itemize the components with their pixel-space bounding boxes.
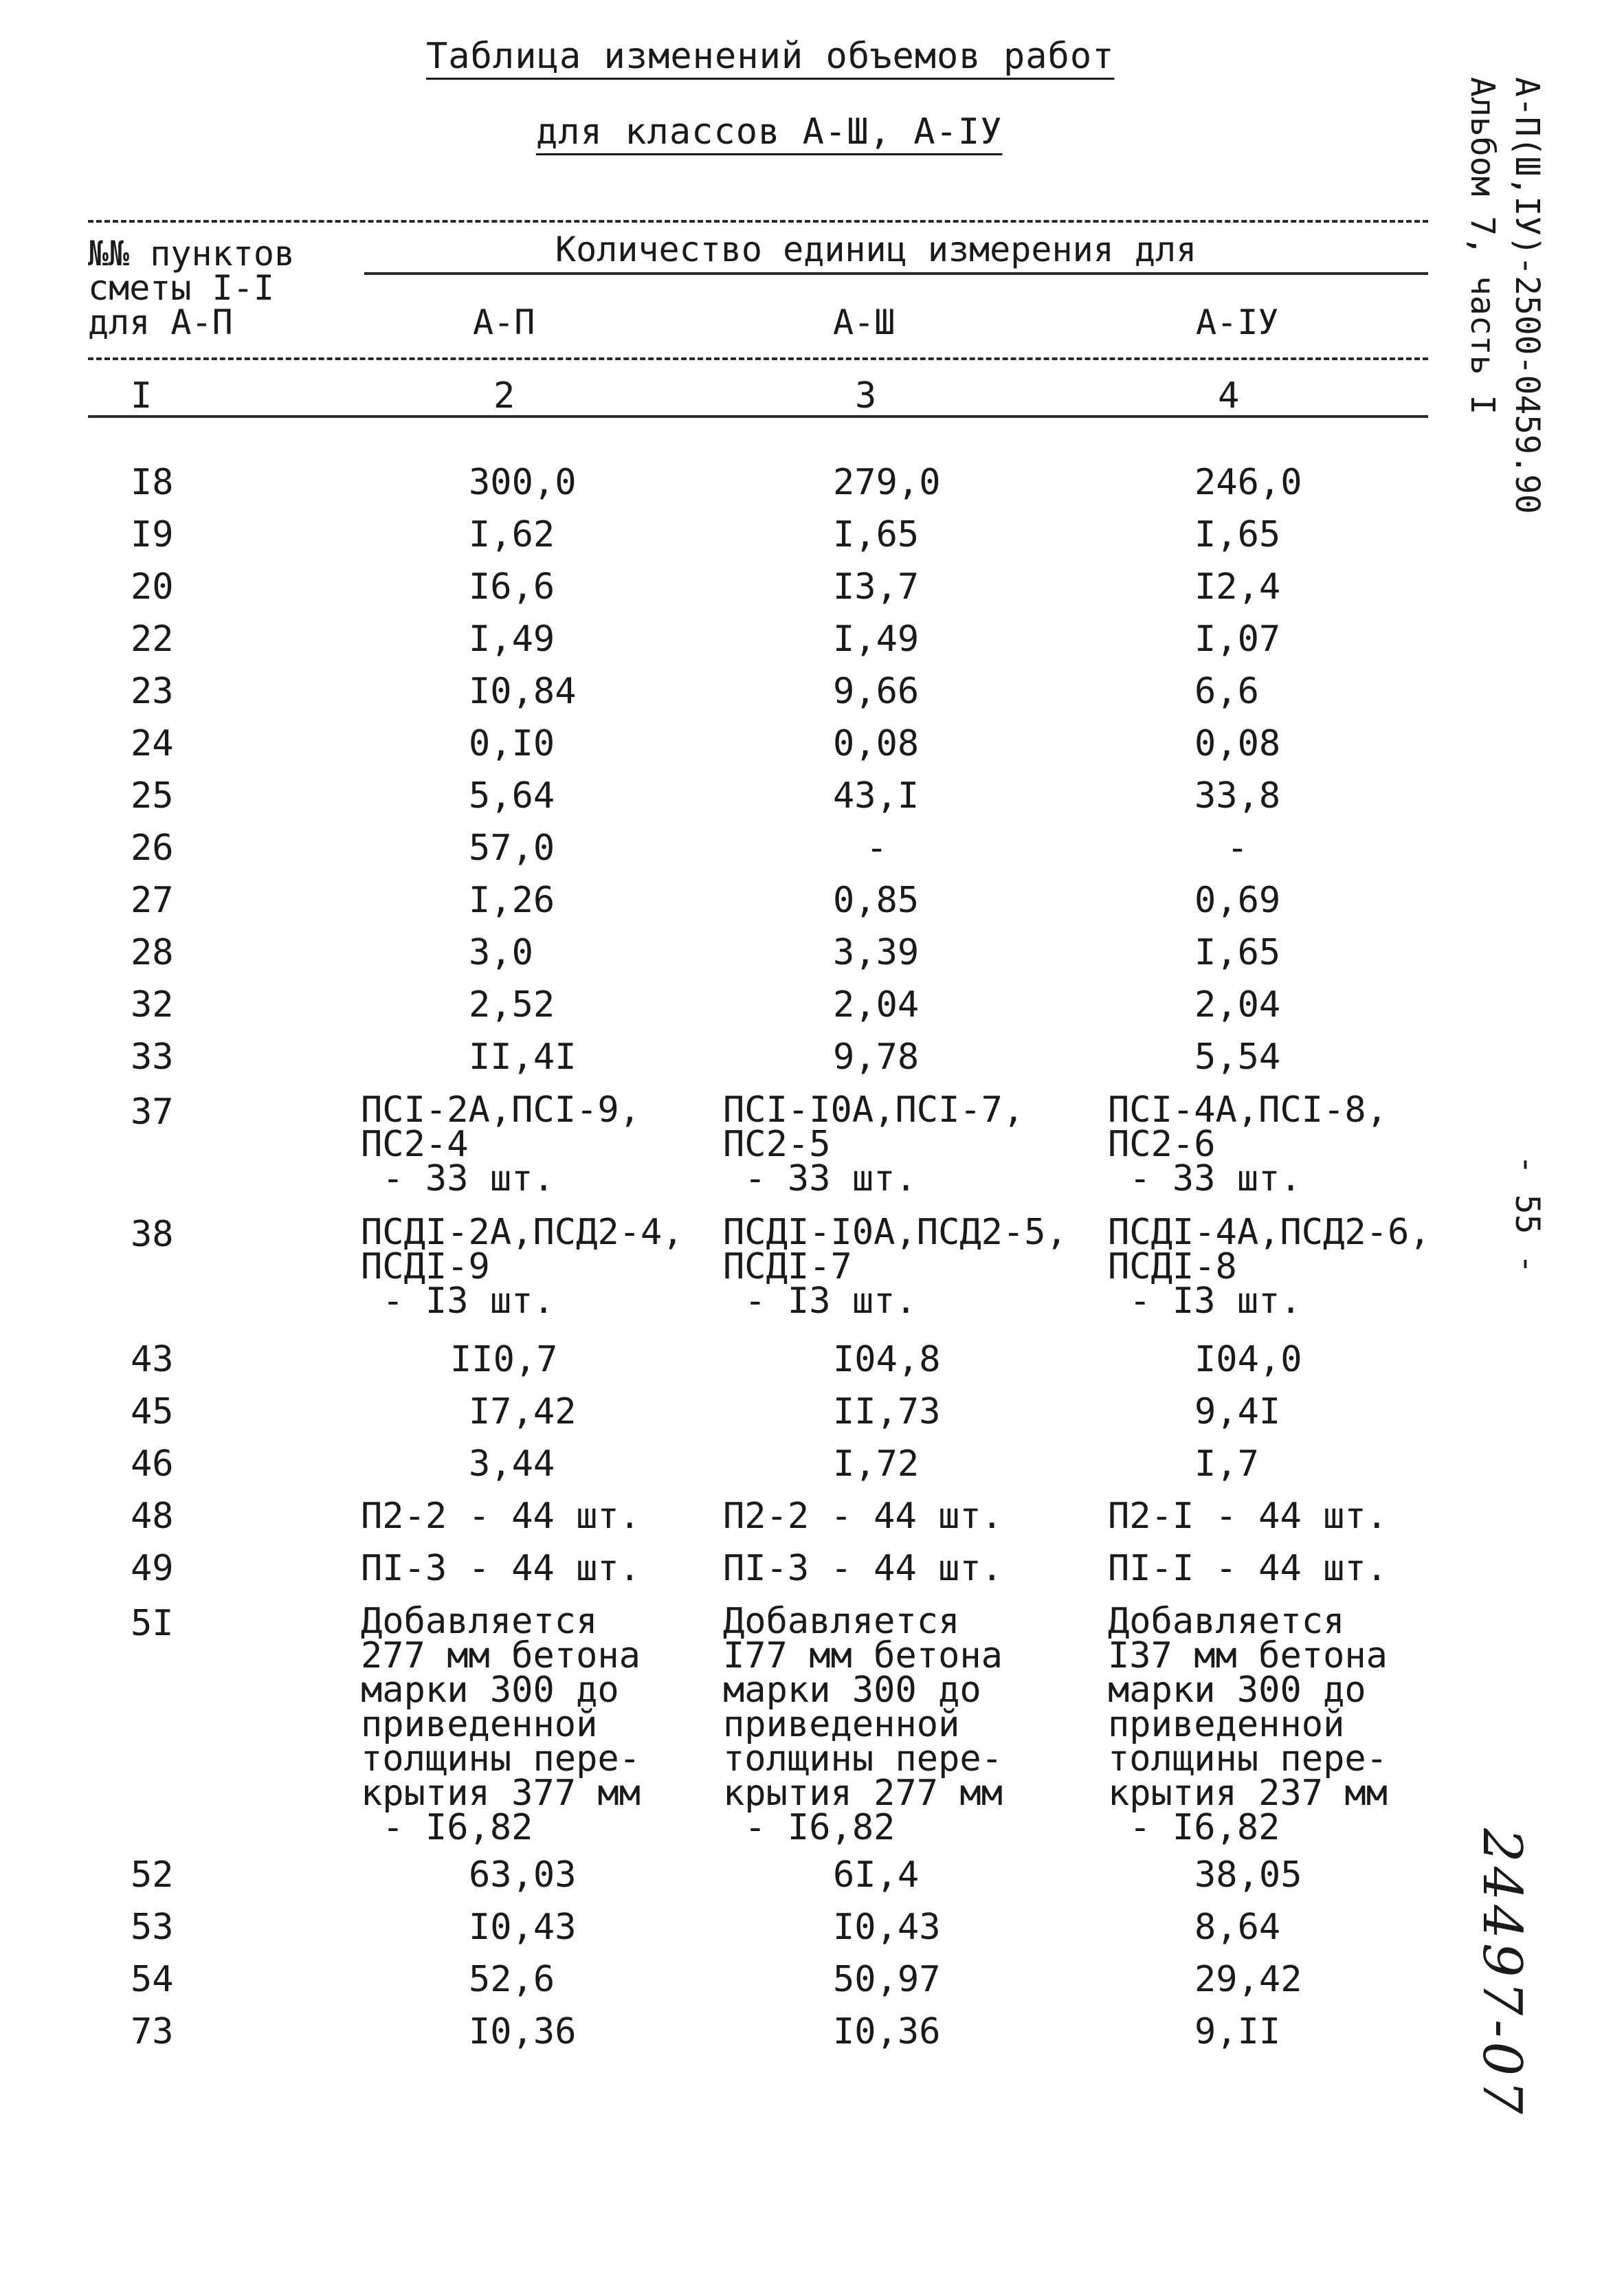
row-value-a-iii: 0,85 — [833, 880, 920, 921]
row-value-a-iv: 2,04 — [1194, 984, 1281, 1025]
header-group-label: Количество единиц измерения для — [555, 230, 1197, 269]
header-col2: А-П — [473, 302, 535, 342]
row-value-a-ii: ПСДI-2А,ПСД2-4, ПСДI-9 - I3 шт. — [361, 1212, 684, 1322]
row-value-a-iv: 246,0 — [1194, 462, 1302, 503]
row-value-a-iv: 5,54 — [1194, 1036, 1281, 1078]
row-value-a-ii: ПI-3 - 44 шт. — [361, 1548, 641, 1589]
row-value-a-iii: Добавляется I77 мм бетона марки 300 до приведенной толщины пере- крытия 277 мм - I6,82 — [723, 1601, 1003, 1848]
row-value-a-ii: I6,6 — [469, 566, 555, 608]
row-value-a-iv: I,7 — [1194, 1443, 1259, 1485]
row-value-a-ii: I0,43 — [469, 1907, 577, 1948]
side-code: А-П(Ш,IУ)-2500-0459.90 — [1508, 77, 1546, 514]
row-value-a-iv: П2-I - 44 шт. — [1108, 1496, 1388, 1537]
row-value-a-iii: I3,7 — [833, 566, 920, 608]
row-value-a-iii: 2,04 — [833, 984, 920, 1025]
row-item-number: 45 — [131, 1391, 174, 1432]
doc-title-line1: Таблица изменений объемов работ — [426, 36, 1115, 77]
row-value-a-iv: 0,69 — [1194, 880, 1281, 921]
row-item-number: 5I — [131, 1603, 174, 1644]
row-value-a-iv: 9,4I — [1194, 1391, 1281, 1432]
row-value-a-ii: I,62 — [469, 514, 555, 555]
row-value-a-ii: ПСI-2А,ПСI-9, ПС2-4 - 33 шт. — [361, 1089, 641, 1199]
row-item-number: 38 — [131, 1214, 174, 1255]
row-item-number: 27 — [131, 880, 174, 921]
row-value-a-iii: I04,8 — [833, 1339, 941, 1380]
row-value-a-iii: I,49 — [833, 619, 920, 660]
row-value-a-ii: II0,7 — [450, 1339, 558, 1380]
doc-title-line2: для классов А-Ш, А-IУ — [536, 111, 1003, 153]
row-value-a-ii: I,26 — [469, 880, 555, 921]
row-value-a-ii: П2-2 - 44 шт. — [361, 1496, 641, 1537]
row-item-number: 23 — [131, 671, 174, 712]
row-item-number: 24 — [131, 723, 174, 764]
row-item-number: 43 — [131, 1339, 174, 1380]
row-value-a-iv: Добавляется I37 мм бетона марки 300 до приведенной толщины пере- крытия 237 мм - I6,82 — [1108, 1601, 1388, 1848]
row-item-number: 22 — [131, 619, 174, 660]
row-item-number: 73 — [131, 2011, 174, 2052]
row-value-a-iv: ПСI-4А,ПСI-8, ПС2-6 - 33 шт. — [1108, 1089, 1388, 1199]
row-value-a-iv: ПI-I - 44 шт. — [1108, 1548, 1388, 1589]
row-value-a-ii: I0,84 — [469, 671, 577, 712]
row-value-a-iii: 6I,4 — [833, 1854, 920, 1896]
row-value-a-iv: 38,05 — [1194, 1854, 1302, 1896]
row-item-number: 48 — [131, 1496, 174, 1537]
row-value-a-iv: 9,II — [1194, 2011, 1281, 2052]
row-value-a-iii: I,72 — [833, 1443, 920, 1485]
row-value-a-iii: 3,39 — [833, 932, 920, 973]
row-item-number: 54 — [131, 1959, 174, 2000]
row-item-number: 37 — [131, 1091, 174, 1133]
row-value-a-iii: 9,78 — [833, 1036, 920, 1078]
row-value-a-ii: 300,0 — [469, 462, 577, 503]
row-value-a-ii: I7,42 — [469, 1391, 577, 1432]
row-item-number: 20 — [131, 566, 174, 608]
row-value-a-iv: I,07 — [1194, 619, 1281, 660]
header-col1-line1: №№ пунктов — [88, 234, 296, 274]
row-value-a-iv: 8,64 — [1194, 1907, 1281, 1948]
row-value-a-ii: 52,6 — [469, 1959, 555, 2000]
row-value-a-iv: I,65 — [1194, 514, 1281, 555]
row-value-a-iv: I2,4 — [1194, 566, 1281, 608]
row-value-a-iii: 50,97 — [833, 1959, 941, 2000]
row-value-a-iii: ПI-3 - 44 шт. — [723, 1548, 1003, 1589]
row-item-number: 32 — [131, 984, 174, 1025]
row-value-a-ii: 3,44 — [469, 1443, 555, 1485]
column-number-4: 4 — [1218, 375, 1240, 417]
row-value-a-iv: ПСДI-4А,ПСД2-6, ПСДI-8 - I3 шт. — [1108, 1212, 1431, 1322]
header-mid-rule — [88, 357, 1428, 360]
row-value-a-iii: - — [866, 828, 888, 869]
row-item-number: 26 — [131, 828, 174, 869]
row-value-a-iii: I,65 — [833, 514, 920, 555]
row-item-number: 49 — [131, 1548, 174, 1589]
row-value-a-iii: I0,36 — [833, 2011, 941, 2052]
column-number-2: 2 — [493, 375, 515, 417]
row-item-number: I9 — [131, 514, 174, 555]
row-value-a-iii: П2-2 - 44 шт. — [723, 1496, 1003, 1537]
row-value-a-ii: II,4I — [469, 1036, 577, 1078]
row-value-a-iv: 33,8 — [1194, 775, 1281, 817]
row-item-number: I8 — [131, 462, 174, 503]
row-value-a-iv: 29,42 — [1194, 1959, 1302, 2000]
side-sign-number: 24497-07 — [1471, 1828, 1533, 2118]
row-item-number: 53 — [131, 1907, 174, 1948]
column-number-3: 3 — [855, 375, 877, 417]
header-top-rule — [88, 220, 1428, 223]
row-value-a-iii: ПСДI-I0А,ПСД2-5, ПСДI-7 - I3 шт. — [723, 1212, 1067, 1322]
row-value-a-ii: 2,52 — [469, 984, 555, 1025]
row-value-a-iv: 6,6 — [1194, 671, 1259, 712]
row-item-number: 52 — [131, 1854, 174, 1896]
row-value-a-iii: 43,I — [833, 775, 920, 817]
row-value-a-iii: II,73 — [833, 1391, 941, 1432]
row-item-number: 28 — [131, 932, 174, 973]
row-value-a-iii: I0,43 — [833, 1907, 941, 1948]
column-number-1: I — [131, 375, 153, 417]
row-value-a-iv: I,65 — [1194, 932, 1281, 973]
header-col4: А-IУ — [1196, 302, 1279, 342]
row-value-a-ii: 57,0 — [469, 828, 555, 869]
row-value-a-ii: I,49 — [469, 619, 555, 660]
header-col3: А-Ш — [833, 302, 896, 342]
row-value-a-iv: 0,08 — [1194, 723, 1281, 764]
row-value-a-iv: - — [1227, 828, 1249, 869]
row-value-a-iii: 0,08 — [833, 723, 920, 764]
row-value-a-ii: I0,36 — [469, 2011, 577, 2052]
row-value-a-ii: 63,03 — [469, 1854, 577, 1896]
row-value-a-iv: I04,0 — [1194, 1339, 1302, 1380]
row-value-a-ii: Добавляется 277 мм бетона марки 300 до приведенной толщины пере- крытия 377 мм - I6,82 — [361, 1601, 641, 1848]
row-value-a-ii: 0,I0 — [469, 723, 555, 764]
row-value-a-iii: 9,66 — [833, 671, 920, 712]
side-page-number: - 55 - — [1508, 1155, 1546, 1274]
row-value-a-ii: 5,64 — [469, 775, 555, 817]
row-value-a-ii: 3,0 — [469, 932, 533, 973]
side-album: Альбом 7, часть I — [1463, 77, 1502, 415]
row-item-number: 25 — [131, 775, 174, 817]
row-value-a-iii: 279,0 — [833, 462, 941, 503]
header-col1-line3: для А-П — [88, 302, 233, 342]
group-underline — [364, 272, 1428, 275]
row-value-a-iii: ПСI-I0А,ПСI-7, ПС2-5 - 33 шт. — [723, 1089, 1025, 1199]
header-col1-line2: сметы I-I — [88, 268, 274, 308]
row-item-number: 33 — [131, 1036, 174, 1078]
row-item-number: 46 — [131, 1443, 174, 1485]
